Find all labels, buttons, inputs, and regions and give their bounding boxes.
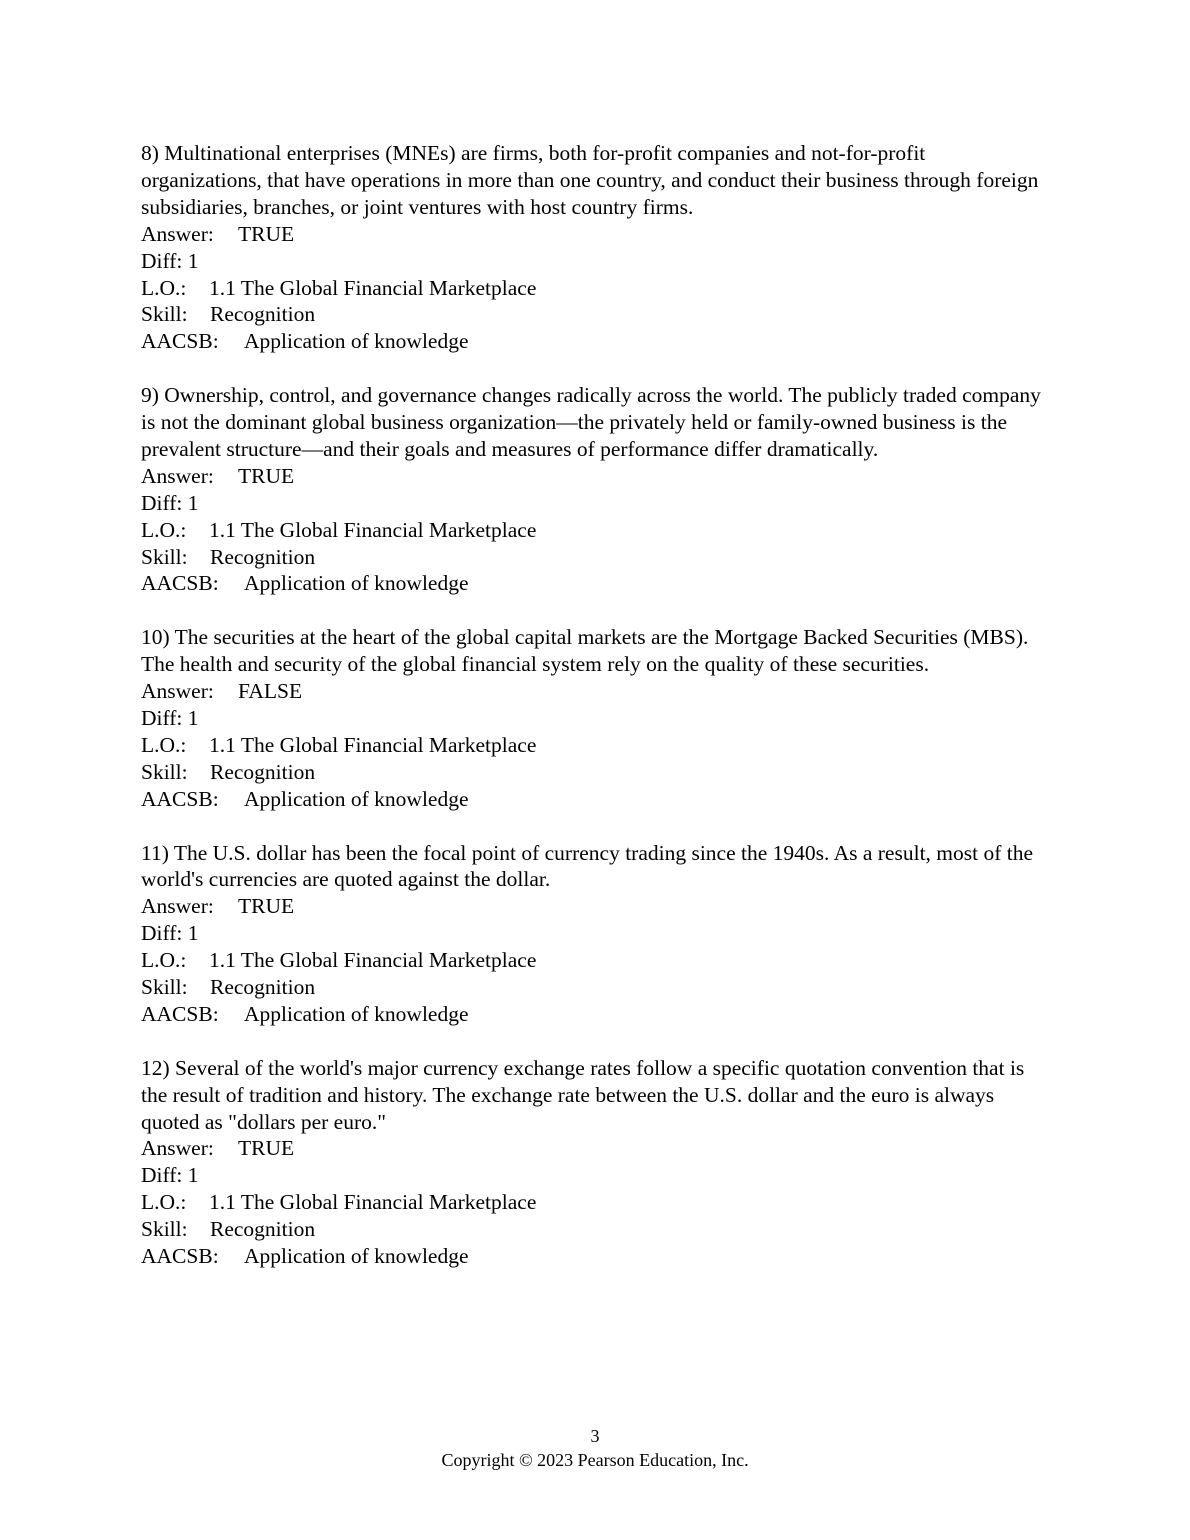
skill-label: Skill: [141, 759, 188, 784]
answer-label: Answer: [141, 894, 214, 919]
answer-value: TRUE [238, 894, 295, 919]
learning-objective-line [141, 517, 1051, 544]
aacsb-label: AACSB: [141, 1001, 219, 1026]
question-item [141, 140, 1051, 355]
aacsb-line [141, 328, 1051, 355]
skill-value: Recognition [210, 975, 316, 1000]
difficulty-line: Diff: 1 [141, 490, 199, 515]
aacsb-value: Application of knowledge [244, 1001, 469, 1026]
answer-value: TRUE [238, 1136, 295, 1161]
skill-value: Recognition [210, 759, 316, 784]
learning-objective-label: L.O.: [141, 517, 187, 542]
aacsb-label: AACSB: [141, 571, 219, 596]
skill-label: Skill: [141, 302, 188, 327]
aacsb-value: Application of knowledge [244, 571, 469, 596]
learning-objective-value: 1.1 The Global Financial Marketplace [209, 948, 537, 973]
question-text: 10) The securities at the heart of the global capital markets are the Mortgage Backed Securities (MBS). The health and security of the global financial system rely on the quality of these securities. [141, 625, 1029, 677]
aacsb-value: Application of knowledge [244, 786, 469, 811]
skill-label: Skill: [141, 975, 188, 1000]
answer-label: Answer: [141, 221, 214, 246]
answer-line [141, 1135, 1051, 1162]
question-text: 12) Several of the world's major currency exchange rates follow a specific quotation convention that is the result of tradition and history. The exchange rate between the U.S. dollar and the euro is always quoted as "dollars per euro." [141, 1055, 1025, 1134]
learning-objective-value: 1.1 The Global Financial Marketplace [209, 275, 537, 300]
answer-line [141, 678, 1051, 705]
learning-objective-label: L.O.: [141, 275, 187, 300]
answer-value: FALSE [238, 679, 303, 704]
question-item [141, 840, 1051, 1028]
question-list [141, 140, 1051, 1297]
learning-objective-value: 1.1 The Global Financial Marketplace [209, 517, 537, 542]
aacsb-line [141, 1001, 1051, 1028]
aacsb-line [141, 570, 1051, 597]
learning-objective-line [141, 1189, 1051, 1216]
answer-label: Answer: [141, 679, 214, 704]
aacsb-value: Application of knowledge [244, 1244, 469, 1269]
skill-value: Recognition [210, 544, 316, 569]
learning-objective-line [141, 732, 1051, 759]
skill-label: Skill: [141, 1217, 188, 1242]
aacsb-label: AACSB: [141, 329, 219, 354]
question-text: 8) Multinational enterprises (MNEs) are firms, both for-profit companies and not-for-profit organizations, that have operations in more than one country, and conduct their business through foreign subsidiaries, branches, or joint ventures with host country firms. [141, 141, 1039, 219]
learning-objective-label: L.O.: [141, 732, 187, 757]
skill-line [141, 974, 1051, 1001]
page-number: 3 [590, 1426, 600, 1446]
learning-objective-line [141, 947, 1051, 974]
skill-line [141, 544, 1051, 571]
aacsb-label: AACSB: [141, 1244, 219, 1269]
skill-line [141, 1216, 1051, 1243]
answer-line [141, 221, 1051, 248]
aacsb-label: AACSB: [141, 786, 219, 811]
skill-line [141, 759, 1051, 786]
aacsb-line [141, 786, 1051, 813]
answer-line [141, 463, 1051, 490]
question-item [141, 1055, 1051, 1270]
skill-line [141, 301, 1051, 328]
answer-label: Answer: [141, 463, 214, 488]
answer-value: TRUE [238, 221, 295, 246]
question-text: 9) Ownership, control, and governance changes radically across the world. The publicly traded company is not the dominant global business organization—the privately held or family-owned business is the prevalent structure—and their goals and measures of performance differ dramatically. [141, 383, 1041, 461]
difficulty-line: Diff: 1 [141, 921, 199, 946]
question-item [141, 624, 1051, 812]
aacsb-line [141, 1243, 1051, 1270]
copyright-notice: Copyright © 2023 Pearson Education, Inc. [441, 1450, 749, 1470]
question-item [141, 382, 1051, 597]
answer-label: Answer: [141, 1136, 214, 1161]
answer-value: TRUE [238, 463, 295, 488]
skill-value: Recognition [210, 1217, 316, 1242]
learning-objective-line [141, 275, 1051, 302]
aacsb-value: Application of knowledge [244, 329, 469, 354]
difficulty-line: Diff: 1 [141, 1163, 199, 1188]
learning-objective-value: 1.1 The Global Financial Marketplace [209, 1190, 537, 1215]
question-text: 11) The U.S. dollar has been the focal point of currency trading since the 1940s. As a result, most of the world's currencies are quoted against the dollar. [141, 840, 1034, 892]
learning-objective-label: L.O.: [141, 1190, 187, 1215]
difficulty-line: Diff: 1 [141, 706, 199, 730]
skill-label: Skill: [141, 544, 188, 569]
skill-value: Recognition [210, 302, 316, 327]
difficulty-line: Diff: 1 [141, 248, 199, 273]
answer-line [141, 893, 1051, 920]
learning-objective-label: L.O.: [141, 948, 187, 973]
learning-objective-value: 1.1 The Global Financial Marketplace [209, 732, 537, 757]
